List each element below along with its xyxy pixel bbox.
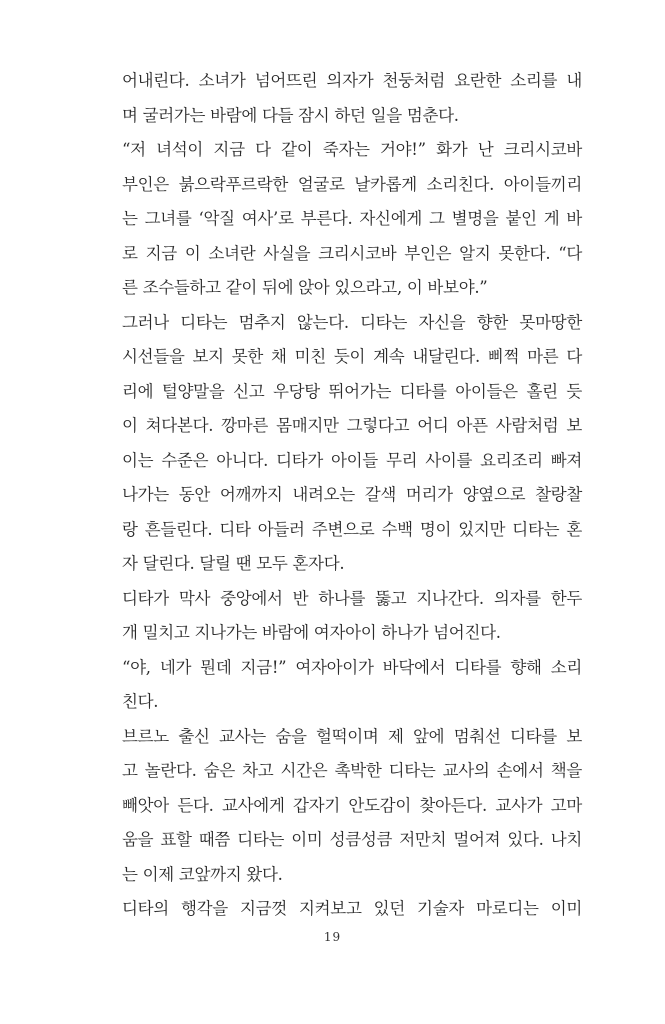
text-line: 움을 표할 때쯤 디타는 이미 성큼성큼 저만치 멀어져 있다. 나치 (122, 830, 582, 849)
text-line: “야, 네가 뭔데 지금!” 여자아이가 바닥에서 디타를 향해 소리 (122, 657, 582, 677)
text-line: 그러나 디타는 멈추지 않는다. 디타는 자신을 향한 못마땅한 (122, 312, 582, 332)
text-line: 디타의 행각을 지금껏 지켜보고 있던 기술자 마로디는 이미 (122, 899, 582, 918)
page-number: 19 (323, 930, 342, 944)
text-line: 며 굴러가는 바람에 다들 잠시 하던 일을 멈춘다. (122, 105, 459, 125)
text-line: “저 녀석이 지금 다 같이 죽자는 거야!” 화가 난 크리시코바 (122, 140, 582, 159)
text-line: 이 쳐다본다. 깡마른 몸매지만 그렇다고 어디 아픈 사람처럼 보 (122, 416, 582, 435)
text-line: 브르노 출신 교사는 숨을 헐떡이며 제 앞에 멈춰선 디타를 보 (122, 726, 582, 746)
text-line: 나가는 동안 어깨까지 내려오는 갈색 머리가 양옆으로 찰랑찰 (122, 485, 582, 504)
text-line: 랑 흔들린다. 디타 아들러 주변으로 수백 명이 있지만 디타는 혼 (122, 519, 582, 539)
text-line: 친다. (122, 692, 159, 711)
text-line: 이는 수준은 아니다. 디타가 아이들 무리 사이를 요리조리 빠져 (122, 450, 582, 470)
body-text (122, 64, 582, 927)
text-line: 고 놀란다. 숨은 차고 시간은 촉박한 디타는 교사의 손에서 책을 (122, 761, 582, 780)
text-line: 개 밀치고 지나가는 바람에 여자아이 하나가 넘어진다. (122, 623, 501, 642)
text-line: 는 이제 코앞까지 왔다. (122, 864, 283, 884)
text-line: 로 지금 이 소녀란 사실을 크리시코바 부인은 알지 못한다. “다 (122, 243, 582, 263)
text-line: 부인은 붉으락푸르락한 얼굴로 날카롭게 소리친다. 아이들끼리 (122, 174, 582, 194)
text-line: 빼앗아 든다. 교사에게 갑자기 안도감이 찾아든다. 교사가 고마 (122, 795, 582, 815)
text-line: 어내린다. 소녀가 넘어뜨린 의자가 천둥처럼 요란한 소리를 내 (122, 71, 582, 90)
text-line: 리에 털양말을 신고 우당탕 뛰어가는 디타를 아이들은 홀린 듯 (122, 381, 582, 401)
text-line: 른 조수들하고 같이 뒤에 앉아 있으라고, 이 바보야.” (122, 278, 488, 297)
text-line: 는 그녀를 ‘악질 여사’로 부른다. 자신에게 그 별명을 붙인 게 바 (122, 209, 582, 228)
text-line: 자 달린다. 달릴 땐 모두 혼자다. (122, 554, 345, 573)
text-line: 시선들을 보지 못한 채 미친 듯이 계속 내달린다. 삐쩍 마른 다 (122, 347, 582, 366)
text-line: 디타가 막사 중앙에서 반 하나를 뚫고 지나간다. 의자를 한두 (122, 588, 582, 608)
